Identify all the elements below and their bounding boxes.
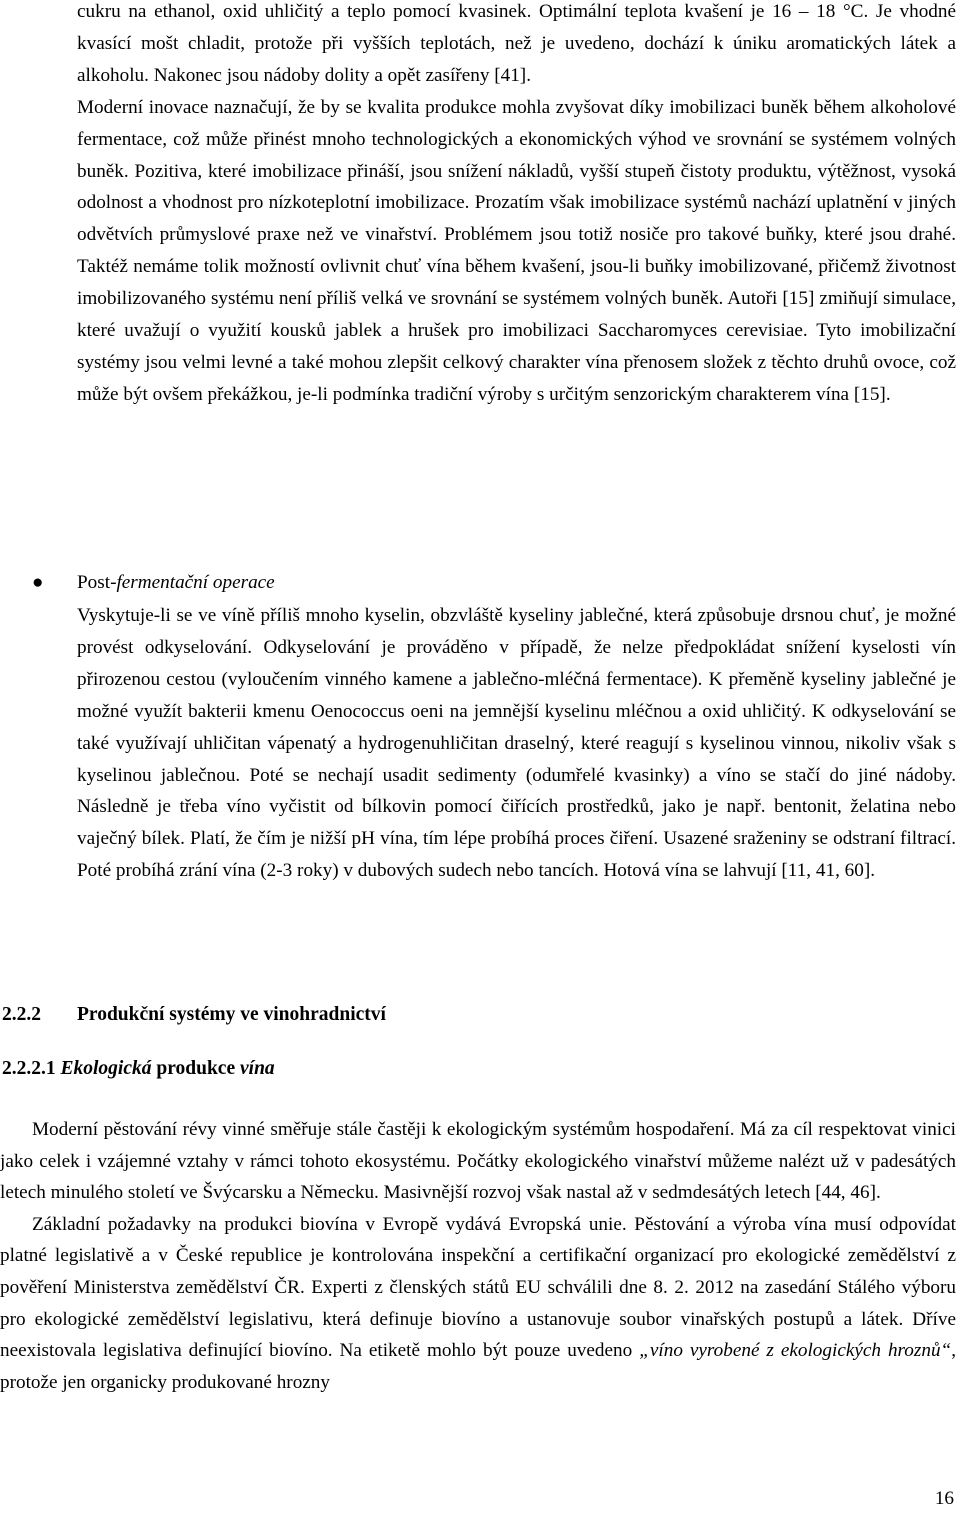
paragraph-eu-legislation bbox=[0, 1209, 956, 1399]
subsection-heading-number: 2.2.2.1 bbox=[2, 1058, 56, 1079]
paragraph-organic-viticulture: Moderní pěstování révy vinné směřuje stále častěji k ekologickým systémům hospodaření. Má za cíl respektovat vinici jako celek i vzájemné vztahy v rámci tohoto ekosystému. Počátky ekologického vinařství můžeme nalézt už v padesátých letech minulého století ve Švýcarsku a Německu. Masivnější rozvoj však nastal až v sedmdesátých letech [44, 46]. bbox=[0, 1119, 956, 1204]
post-fermentation-block bbox=[77, 600, 956, 887]
subsection-heading-italic-1: Ekologická bbox=[60, 1058, 152, 1079]
subsection-heading-plain: produkce bbox=[156, 1058, 236, 1079]
section-heading-title: Produkční systémy ve vinohradnictví bbox=[77, 1004, 386, 1025]
paragraph-immobilization: Moderní inovace naznačují, že by se kvalita produkce mohla zvyšovat díky imobilizaci buněk během alkoholové fermentace, což může přinést mnoho technologických a ekonomických výhod ve srovnání se systémem volných buněk. Pozitiva, které imobilizace přináší, jsou snížení nákladů, vyšší stupeň čistoty produktu, výtěžnost, vysoká odolnost a vhodnost pro nízkoteplotní imobilizace. Prozatím však imobilizace systémů nachází uplatnění v jiných odvětvích průmyslové praxe než ve vinařství. Problémem jsou totiž nosiče pro takové buňky, které jsou drahé. Taktéž nemáme tolik možností ovlivnit chuť vína během kvašení, jsou-li buňky imobilizované, přičemž životnost imobilizovaného systému není příliš velká ve srovnání se systémem volných buněk. Autoři [15] zmiňují simulace, které uvažují o využití kousků jablek a hrušek pro imobilizaci Saccharomyces cerevisiae. Tyto imobilizační systémy jsou velmi levné a také mohou zlepšit celkový charakter vína přenosem složek z těchto druhů ovoce, což může být ovšem překážkou, je-li podmínka tradiční výroby s určitým senzorickým charakterem vína [15]. bbox=[77, 96, 956, 405]
subsection-heading-italic-2: vína bbox=[240, 1058, 275, 1079]
paragraph-eu-legislation-end: , protože jen organicky produkované hrozny bbox=[0, 1340, 957, 1393]
paragraph-fermentation: cukru na ethanol, oxid uhličitý a teplo pomocí kvasinek. Optimální teplota kvašení je 16 – 18 °C. Je vhodné kvasící mošt chladit, protože při vyšších teplotách, než je uvedeno, dochází k úniku aromatických látek a alkoholu. Nakonec jsou nádoby dolity a opět zasířeny [41]. bbox=[77, 1, 956, 86]
subsection-heading bbox=[2, 1058, 275, 1080]
paragraph-eu-legislation-start: Základní požadavky na produkci biovína v Evropě vydává Evropská unie. Pěstování a výroba vína musí odpovídat platné legislativě a v České republice je kontrolována inspekční a certifikační organizací pro ekologické zemědělství z pověření Ministerstva zemědělství ČR. Experti z členských států EU schválili dne 8. 2. 2012 na zasedání Stálého výboru pro ekologické zemědělství legislativu, která definuje biovíno a ustanovuje soubor vinařských postupů a látek. Dříve neexistovala legislativa definující biovíno. Na etiketě mohlo být pouze uvedeno bbox=[0, 1213, 956, 1362]
paragraph-eu-legislation-quote: „víno vyrobené z ekologických hroznů“ bbox=[639, 1340, 952, 1362]
section-text-block bbox=[0, 1114, 956, 1398]
page-number: 16 bbox=[934, 1488, 954, 1509]
paragraph-post-fermentation: Vyskytuje-li se ve víně příliš mnoho kyselin, obzvláště kyseliny jablečné, která způsobuje drsnou chuť, je možné provést odkyselování. Odkyselování je prováděno v případě, že nelze předpokládat snížení kyselosti vín přirozenou cestou (vyloučením vinného kamene a jablečno-mléčná fermentace). K přeměně kyseliny jablečné je možné využít bakterii kmenu Oenococcus oeni na jemnější kyselinu mléčnou a oxid uhličitý. K odkyselování se také využívají uhličitan vápenatý a hydrogenuhličitan draselný, které reagují s kyselinou vinnou, nikoliv však s kyselinou jablečnou. Poté se nechají usadit sedimenty (odumřelé kvasinky) a víno se stačí do jiné nádoby. Následně je třeba víno vyčistit od bílkovin pomocí čiřících prostředků, jako je např. bentonit, želatina nebo vaječný bílek. Platí, že čím je nižší pH vína, tím lépe probíhá proces čiření. Usazené sraženiny se odstraní filtrací. Poté probíhá zrání vína (2-3 roky) v dubových sudech nebo tancích. Hotová vína se lahvují [11, 41, 60]. bbox=[77, 605, 956, 882]
top-text-block bbox=[77, 0, 956, 411]
bullet-icon: ● bbox=[32, 572, 44, 593]
section-heading bbox=[2, 1004, 386, 1026]
bullet-heading-plain: Post- bbox=[77, 572, 117, 593]
bullet-heading-italic: fermentační operace bbox=[116, 572, 275, 593]
section-heading-number: 2.2.2 bbox=[2, 1004, 41, 1025]
bullet-heading bbox=[77, 567, 275, 599]
